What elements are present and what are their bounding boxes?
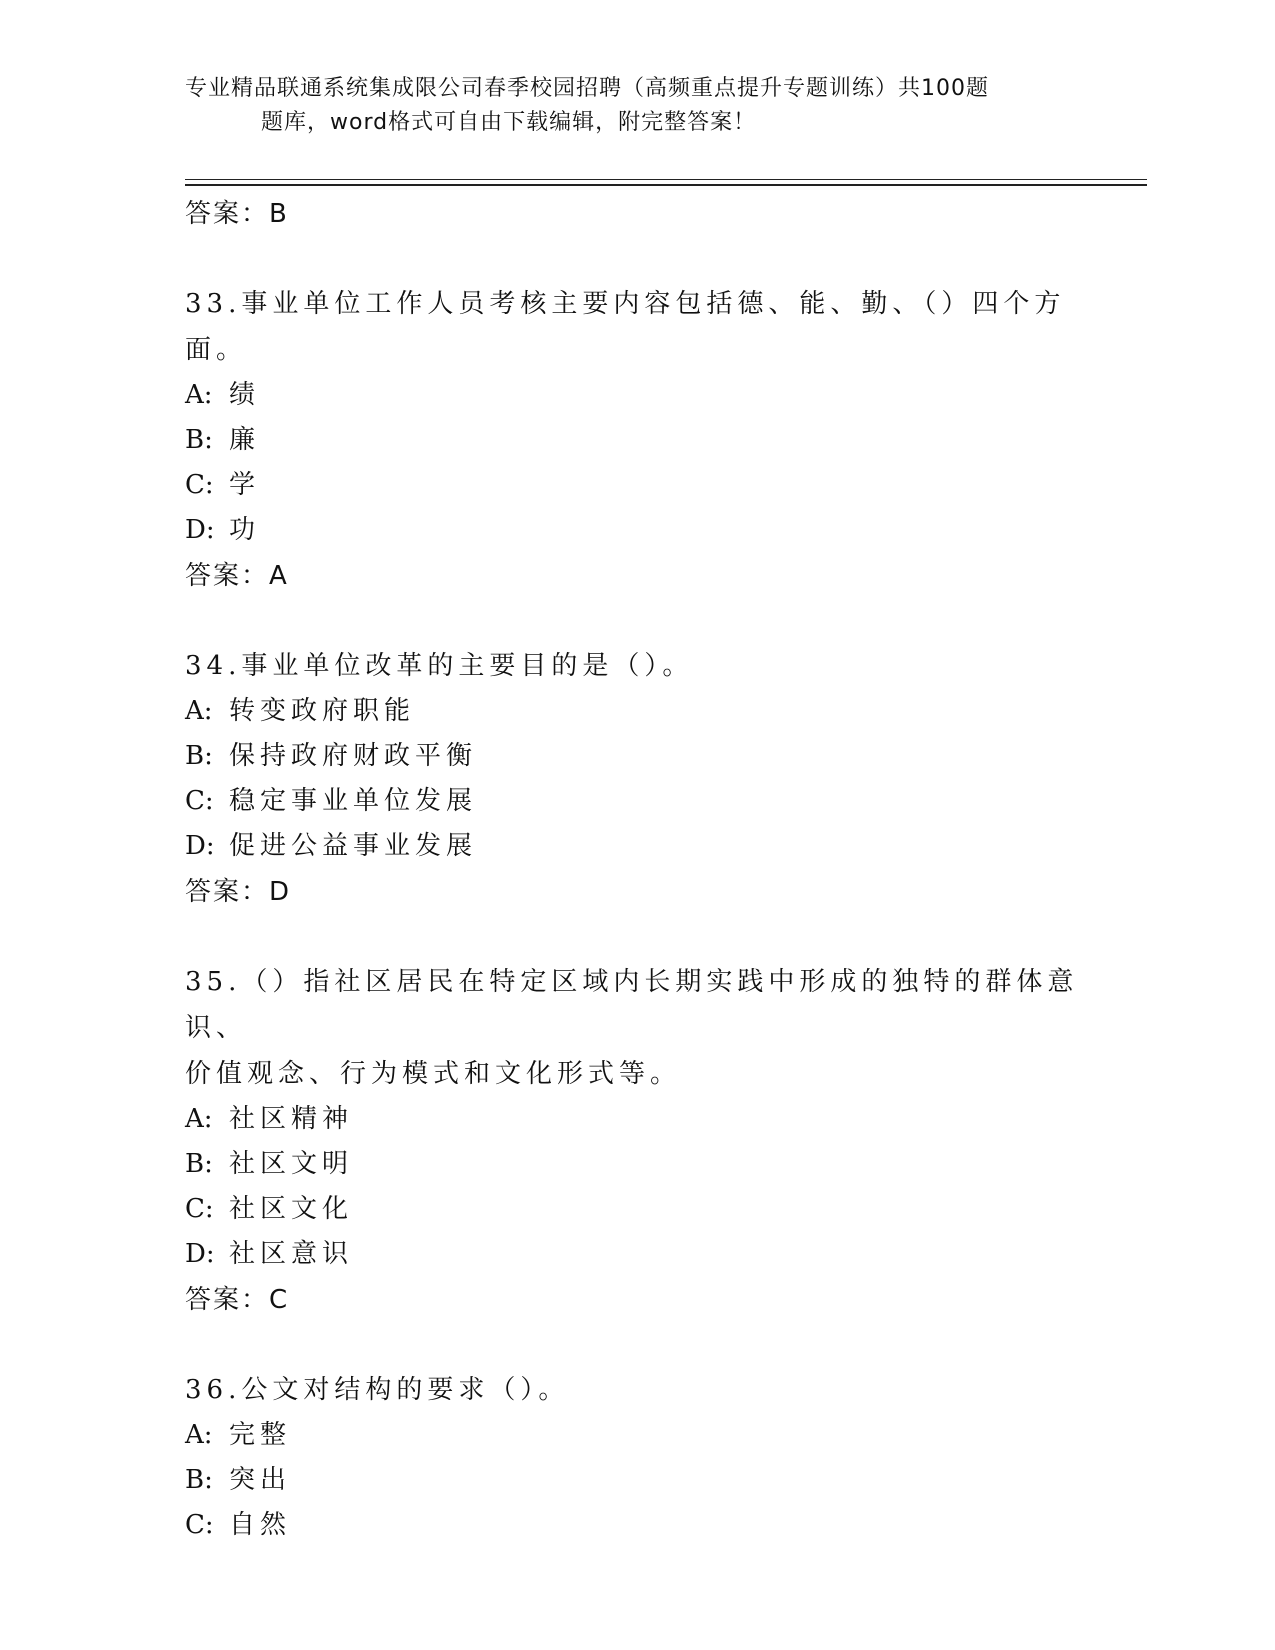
option-d	[185, 508, 1085, 553]
question-33	[185, 281, 1085, 599]
option-b	[185, 418, 1085, 463]
option-key: A:	[185, 1420, 213, 1450]
question-answer: 答案：D	[185, 877, 292, 907]
option-d	[185, 1232, 1085, 1277]
option-key: B:	[185, 1465, 213, 1495]
header-title-line-1: 专业精品联通系统集成限公司春季校园招聘（高频重点提升专题训练）共100题	[185, 76, 989, 101]
question-stem: 34.事业单位改革的主要目的是（）。	[185, 651, 694, 681]
option-a	[185, 373, 1085, 418]
option-key: C:	[185, 1510, 214, 1540]
option-text: 社区意识	[229, 1239, 354, 1269]
option-b	[185, 1458, 1085, 1503]
option-c	[185, 1503, 1085, 1548]
option-key: D:	[185, 515, 215, 545]
option-text: 稳定事业单位发展	[229, 786, 478, 816]
option-key: C:	[185, 1194, 214, 1224]
option-key: A:	[185, 1104, 213, 1134]
option-text: 廉	[229, 425, 261, 455]
question-stem: 35.（）指社区居民在特定区域内长期实践中形成的独特的群体意识、	[185, 967, 1079, 1043]
option-key: D:	[185, 831, 215, 861]
question-answer: 答案：A	[185, 561, 289, 591]
question-list	[185, 191, 1085, 1548]
header-title-line-2: 题库，word格式可自由下载编辑，附完整答案！	[261, 110, 757, 135]
option-d	[185, 824, 1085, 869]
option-text: 完整	[229, 1420, 292, 1450]
option-key: A:	[185, 380, 213, 410]
option-text: 自然	[229, 1510, 292, 1540]
option-c	[185, 779, 1085, 824]
option-a	[185, 689, 1085, 734]
option-key: D:	[185, 1239, 215, 1269]
option-text: 转变政府职能	[229, 696, 416, 726]
option-key: B:	[185, 425, 213, 455]
header-rule-thin	[185, 179, 1147, 180]
option-c	[185, 463, 1085, 508]
document-header	[185, 72, 1065, 140]
option-b	[185, 734, 1085, 779]
option-c	[185, 1187, 1085, 1232]
option-key: B:	[185, 1149, 213, 1179]
header-rule-thick	[185, 184, 1147, 186]
previous-answer: 答案：B	[185, 199, 289, 229]
option-text: 社区文化	[229, 1194, 354, 1224]
question-stem: 36.公文对结构的要求（）。	[185, 1375, 570, 1405]
question-35	[185, 959, 1085, 1323]
option-a	[185, 1413, 1085, 1458]
option-text: 功	[229, 515, 261, 545]
option-key: A:	[185, 696, 213, 726]
option-key: C:	[185, 786, 214, 816]
option-a	[185, 1097, 1085, 1142]
option-key: B:	[185, 741, 213, 771]
option-key: C:	[185, 470, 214, 500]
question-34	[185, 643, 1085, 915]
option-text: 社区文明	[229, 1149, 354, 1179]
option-text: 促进公益事业发展	[229, 831, 478, 861]
question-answer: 答案：C	[185, 1285, 290, 1315]
option-text: 保持政府财政平衡	[229, 741, 478, 771]
option-text: 绩	[229, 380, 261, 410]
option-text: 突出	[229, 1465, 292, 1495]
option-text: 学	[229, 470, 261, 500]
question-stem-continued: 价值观念、行为模式和文化形式等。	[185, 1059, 682, 1089]
option-b	[185, 1142, 1085, 1187]
option-text: 社区精神	[229, 1104, 354, 1134]
question-36	[185, 1367, 1085, 1548]
question-stem: 33.事业单位工作人员考核主要内容包括德、能、勤、（）四个方面。	[185, 289, 1066, 365]
